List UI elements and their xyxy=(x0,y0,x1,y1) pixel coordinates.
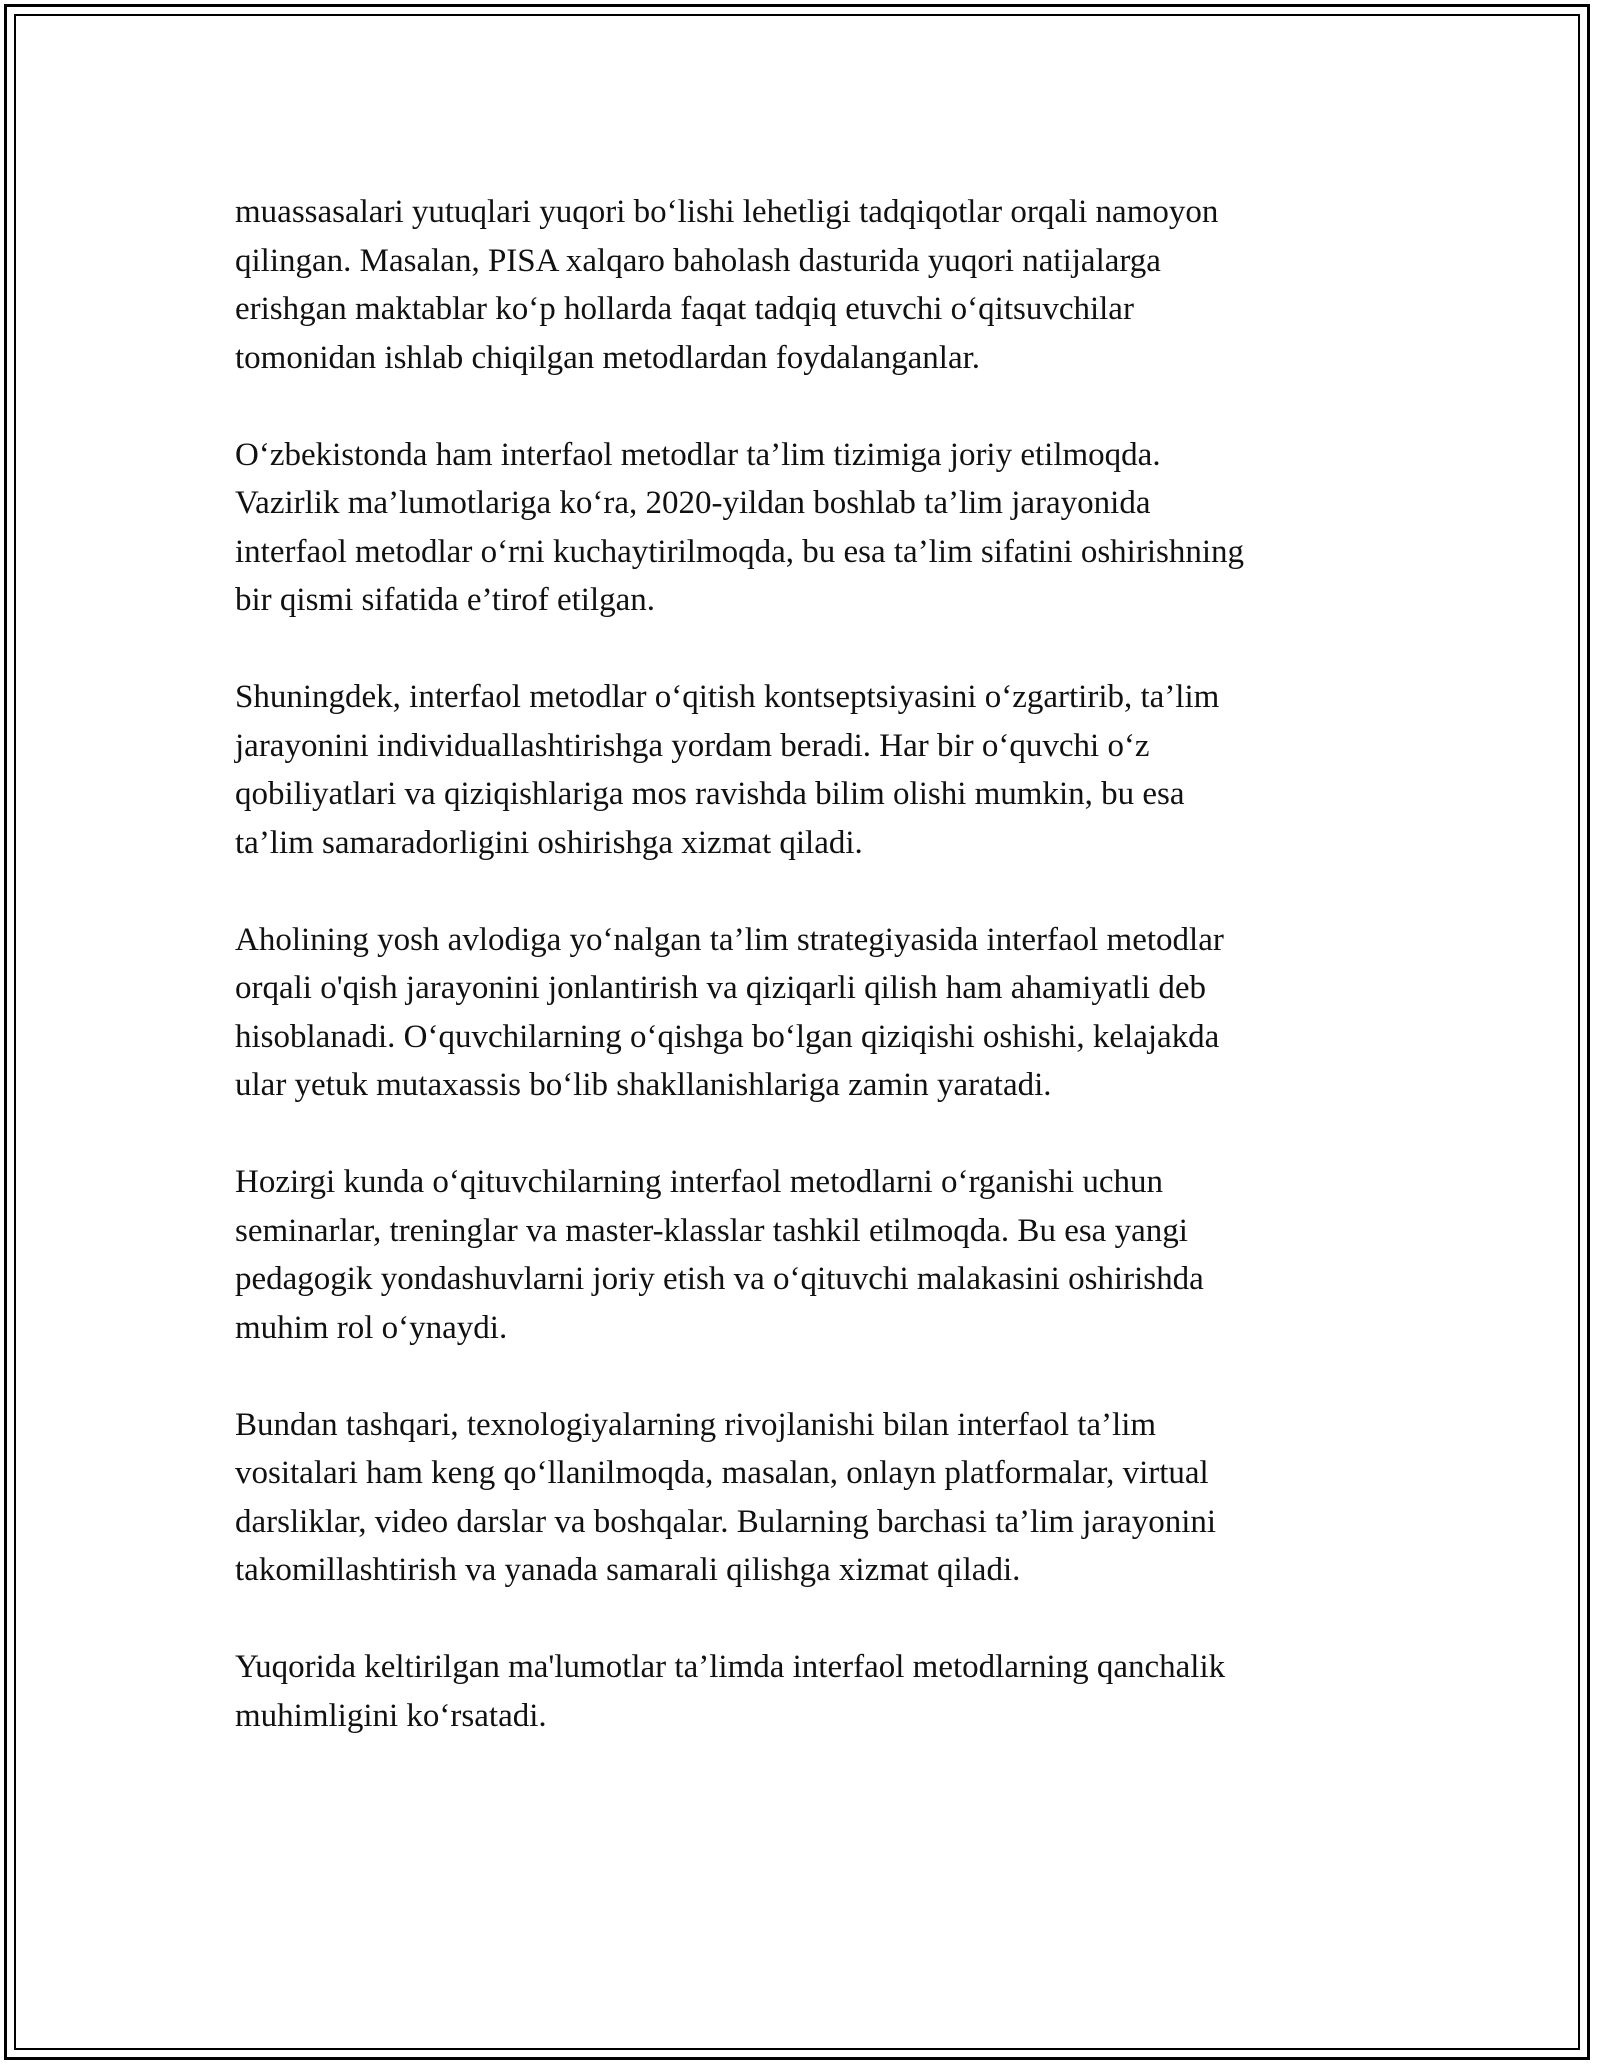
paragraph-5: Hozirgi kunda o‘qituvchilarning interfaol metodlarni o‘rganishi uchun seminarlar, treninglar va master-klasslar tashkil etilmoqda. Bu esa yangi pedagogik yondashuvlarni joriy etish va o‘qituvchi malakasini oshirishda muhim rol o‘ynaydi. xyxy=(235,1164,1204,1346)
paragraph-3: Shuningdek, interfaol metodlar o‘qitish kontseptsiyasini o‘zgartirib, ta’lim jarayonini individuallashtirishga yordam beradi. Har bir o‘quvchi o‘z qobiliyatlari va qiziqishlariga mos ravishda bilim olishi mumkin, bu esa ta’lim samaradorligini oshirishga xizmat qiladi. xyxy=(235,679,1220,861)
document-body xyxy=(235,188,1380,1740)
paragraph-2: O‘zbekistonda ham interfaol metodlar ta’lim tizimiga joriy etilmoqda. Vazirlik ma’lumotlariga ko‘ra, 2020-yildan boshlab ta’lim jarayonida interfaol metodlar o‘rni kuchaytirilmoqda, bu esa ta’lim sifatini oshirishning bir qismi sifatida e’tirof etilgan. xyxy=(235,436,1245,618)
paragraph-4: Aholining yosh avlodiga yo‘nalgan ta’lim strategiyasida interfaol metodlar orqali o'qish jarayonini jonlantirish va qiziqarli qilish ham ahamiyatli deb hisoblanadi. O‘quvchilarning o‘qishga bo‘lgan qiziqishi oshishi, kelajakda ular yetuk mutaxassis bo‘lib shakllanishlariga zamin yaratadi. xyxy=(235,921,1224,1103)
paragraph-6: Bundan tashqari, texnologiyalarning rivojlanishi bilan interfaol ta’lim vositalari ham keng qo‘llanilmoqda, masalan, onlayn platformalar, virtual darsliklar, video darslar va boshqalar. Bularning barchasi ta’lim jarayonini takomillashtirish va yanada samarali qilishga xizmat qiladi. xyxy=(235,1406,1217,1588)
paragraph-1: muassasalari yutuqlari yuqori bo‘lishi lehetligi tadqiqotlar orqali namoyon qilingan. Masalan, PISA xalqaro baholash dasturida yuqori natijalarga erishgan maktablar ko‘p hollarda faqat tadqiq etuvchi o‘qitsuvchilar tomonidan ishlab chiqilgan metodlardan foydalanganlar. xyxy=(235,194,1219,376)
paragraph-7: Yuqorida keltirilgan ma'lumotlar ta’limda interfaol metodlarning qanchalik muhimligini ko‘rsatadi. xyxy=(235,1649,1226,1734)
